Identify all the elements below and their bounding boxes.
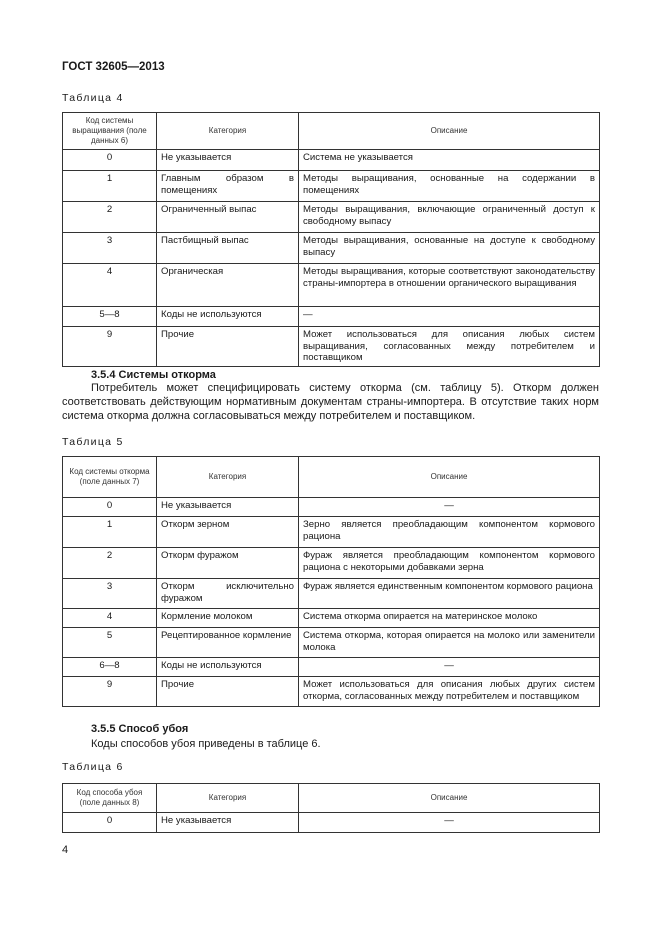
description-cell: Может использоваться для описания любых систем выращивания, согласованных между потребителем и поставщиком xyxy=(299,327,600,367)
category-cell: Не указывается xyxy=(157,813,299,833)
code-cell: 0 xyxy=(63,150,157,171)
section-paragraph-feeding-systems: Потребитель может специфицировать систему откорма (см. таблицу 5). Откорм должен соответствовать действующим нормативным документам страны-импортера. В отсутствие таких норм система откорма должна согласовываться между потребителем и поставщиком. xyxy=(62,382,599,422)
category-cell: Кормление молоком xyxy=(157,609,299,628)
description-cell: Может использоваться для описания любых других систем откорма, согласованных между потребителем и поставщиком xyxy=(299,677,600,707)
category-cell: Откорм фуражом xyxy=(157,548,299,579)
description-cell: Зерно является преобладающим компонентом кормового рациона xyxy=(299,517,600,548)
table-row xyxy=(63,813,600,833)
table5-header-description: Описание xyxy=(299,457,600,498)
code-cell: 9 xyxy=(63,677,157,707)
code-cell: 5 xyxy=(63,628,157,658)
table6-header-code: Код способа убоя (поле данных 8) xyxy=(63,784,157,813)
table4-caption: Таблица 4 xyxy=(62,92,124,104)
page-number: 4 xyxy=(62,844,69,856)
category-cell: Откорм зерном xyxy=(157,517,299,548)
description-cell: — xyxy=(299,658,600,677)
table5-caption: Таблица 5 xyxy=(62,436,124,448)
table5 xyxy=(62,456,600,707)
category-cell: Ограниченный выпас xyxy=(157,202,299,233)
category-cell: Рецептированное кормление xyxy=(157,628,299,658)
table4 xyxy=(62,112,600,367)
table-row xyxy=(63,517,600,548)
code-cell: 0 xyxy=(63,813,157,833)
table5-header-category: Категория xyxy=(157,457,299,498)
description-cell: Фураж является преобладающим компонентом кормового рациона с некоторыми добавками зерна xyxy=(299,548,600,579)
description-cell: Система не указывается xyxy=(299,150,600,171)
description-cell: Фураж является единственным компонентом кормового рациона xyxy=(299,579,600,609)
code-cell: 2 xyxy=(63,548,157,579)
document-header: ГОСТ 32605—2013 xyxy=(62,61,165,73)
code-cell: 0 xyxy=(63,498,157,517)
table-row xyxy=(63,498,600,517)
section-paragraph-slaughter-method: Коды способов убоя приведены в таблице 6. xyxy=(91,738,321,750)
description-cell: Система откорма, которая опирается на молоко или заменители молока xyxy=(299,628,600,658)
description-cell: Методы выращивания, включающие ограниченный доступ к свободному выпасу xyxy=(299,202,600,233)
table5-header-code: Код системы откорма (поле данных 7) xyxy=(63,457,157,498)
table-row xyxy=(63,264,600,307)
category-cell: Прочие xyxy=(157,677,299,707)
table6-header-description: Описание xyxy=(299,784,600,813)
code-cell: 1 xyxy=(63,517,157,548)
category-cell: Коды не используются xyxy=(157,658,299,677)
category-cell: Откорм исключительно фуражом xyxy=(157,579,299,609)
description-cell: — xyxy=(299,813,600,833)
category-cell: Не указывается xyxy=(157,150,299,171)
description-cell: — xyxy=(299,498,600,517)
category-cell: Органическая xyxy=(157,264,299,307)
code-cell: 3 xyxy=(63,233,157,264)
category-cell: Пастбищный выпас xyxy=(157,233,299,264)
table-row xyxy=(63,548,600,579)
table-row xyxy=(63,150,600,171)
category-cell: Коды не используются xyxy=(157,307,299,327)
table-row xyxy=(63,327,600,367)
table4-header-code: Код системы выращивания (поле данных 6) xyxy=(63,113,157,150)
description-cell: Методы выращивания, основанные на содержании в помещениях xyxy=(299,171,600,202)
table4-header-description: Описание xyxy=(299,113,600,150)
code-cell: 6—8 xyxy=(63,658,157,677)
table-row xyxy=(63,677,600,707)
table-row xyxy=(63,171,600,202)
table-row xyxy=(63,579,600,609)
code-cell: 4 xyxy=(63,609,157,628)
code-cell: 5—8 xyxy=(63,307,157,327)
table-row xyxy=(63,628,600,658)
description-cell: — xyxy=(299,307,600,327)
code-cell: 3 xyxy=(63,579,157,609)
table-row xyxy=(63,307,600,327)
table6-header-category: Категория xyxy=(157,784,299,813)
table6-caption: Таблица 6 xyxy=(62,761,124,773)
category-cell: Главным образом в помещениях xyxy=(157,171,299,202)
category-cell: Не указывается xyxy=(157,498,299,517)
table-row xyxy=(63,202,600,233)
description-cell: Методы выращивания, основанные на доступе к свободному выпасу xyxy=(299,233,600,264)
table-row xyxy=(63,233,600,264)
table6 xyxy=(62,783,600,833)
category-cell: Прочие xyxy=(157,327,299,367)
section-title-feeding-systems: 3.5.4 Системы откорма xyxy=(91,369,216,381)
description-cell: Методы выращивания, которые соответствуют законодательству страны-импортера в отношении органического выращивания xyxy=(299,264,600,307)
table-row xyxy=(63,609,600,628)
description-cell: Система откорма опирается на материнское молоко xyxy=(299,609,600,628)
code-cell: 2 xyxy=(63,202,157,233)
code-cell: 9 xyxy=(63,327,157,367)
table4-header-category: Категория xyxy=(157,113,299,150)
table-row xyxy=(63,658,600,677)
code-cell: 4 xyxy=(63,264,157,307)
section-title-slaughter-method: 3.5.5 Способ убоя xyxy=(91,723,189,735)
code-cell: 1 xyxy=(63,171,157,202)
